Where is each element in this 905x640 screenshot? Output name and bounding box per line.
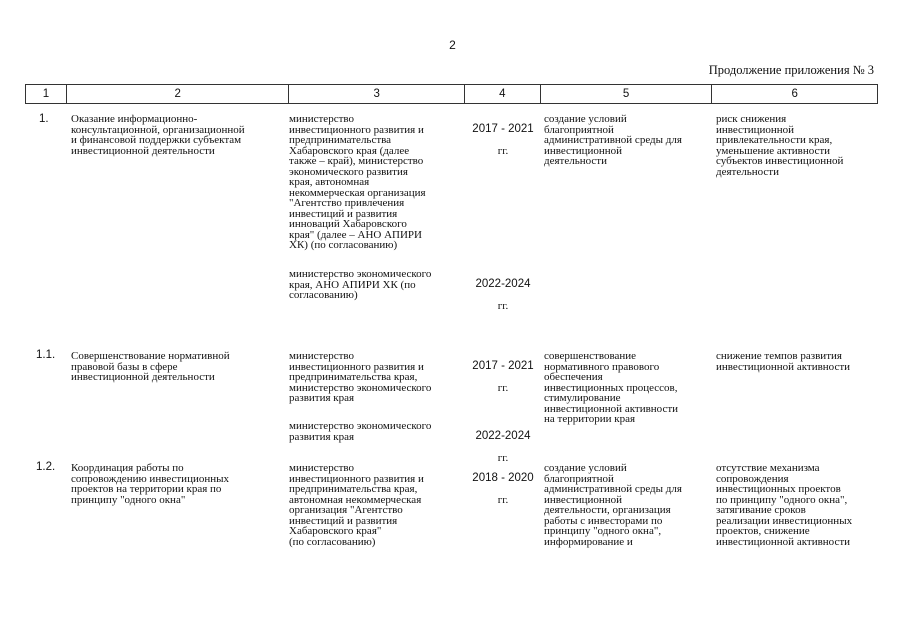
row-number: 1. [39,113,49,125]
period [468,113,538,168]
expected-result: создание условий благоприятной административной среды для инвестиционной деятельности, организация работы с инвесторами по принципу "одного окна", информирование и [544,462,682,548]
risk-text: снижение темпов развития инвестиционной активности [716,350,851,373]
expected-result: создание условий благоприятной административной среды для инвестиционной деятельности [544,113,682,167]
period [468,268,538,323]
row-number: 1.2. [36,461,56,473]
period-years: 2018 - 2020 [472,472,534,484]
period-unit: гг. [497,145,509,157]
header-col-6: 6 [791,88,798,100]
executor-text: министерство инвестиционного развития и предпринимательства края, министерство экономического развития края [289,350,432,404]
period-unit: гг. [497,452,509,464]
header-col-4: 4 [465,85,541,103]
header-col-5: 5 [541,85,713,103]
header-col-3: 3 [289,85,465,103]
executor-text: министерство инвестиционного развития и предпринимательства края, автономная некоммерческая организация "Агентство инвестиций и развития Хабаровского края" (по согласованию) [289,462,424,548]
measure-title: Совершенствование нормативной правовой базы в сфере инвестиционной деятельности [71,350,230,383]
period-years: 2017 - 2021 [472,123,534,135]
executor-text: министерство экономического края, АНО АПИРИ ХК (по согласованию) [289,268,432,301]
risk-text: риск снижения инвестиционной привлекательности края, уменьшение активности субъектов инвестиционной деятельности [716,113,844,178]
measure-title: Координация работы по сопровождению инвестиционных проектов на территории края по принципу "одного окна" [71,462,230,506]
executor-text: министерство экономического развития края [289,420,432,443]
row-number: 1.1. [36,349,56,361]
period [468,350,538,405]
expected-result: совершенствование нормативного правового обеспечения инвестиционных процессов, стимулирование инвестиционной активности на территории края [544,350,679,425]
period-unit: гг. [497,382,509,394]
page-number: 2 [449,38,456,52]
period-years: 2017 - 2021 [472,360,534,372]
executor-text: министерство инвестиционного развития и предпринимательства Хабаровского края (далее также – край), министерство экономического развития края, автономная некоммерческая организация "Агентство привлечения инвестиций и развития инноваций Хабаровского края" (далее – АНО АПИРИ ХК) (по согласованию) [289,113,426,251]
risk-text: отсутствие механизма сопровождения инвестиционных проектов по принципу "одного окна", затягивание сроков реализации инвестиционных проектов, снижение инвестиционной активности [716,462,853,548]
period-unit: гг. [497,494,509,506]
period-years: 2022-2024 [475,278,531,290]
appendix-continuation-note: Продолжение приложения № 3 [708,63,874,77]
period-unit: гг. [497,300,509,312]
period-years: 2022-2024 [475,430,531,442]
period [468,462,538,517]
header-col-1: 1 [26,85,67,103]
measure-title: Оказание информационно- консультационной, организационной и финансовой поддержки субъектам инвестиционной деятельности [71,113,245,157]
header-col-2: 2 [67,85,289,103]
table-header-row [25,84,878,104]
